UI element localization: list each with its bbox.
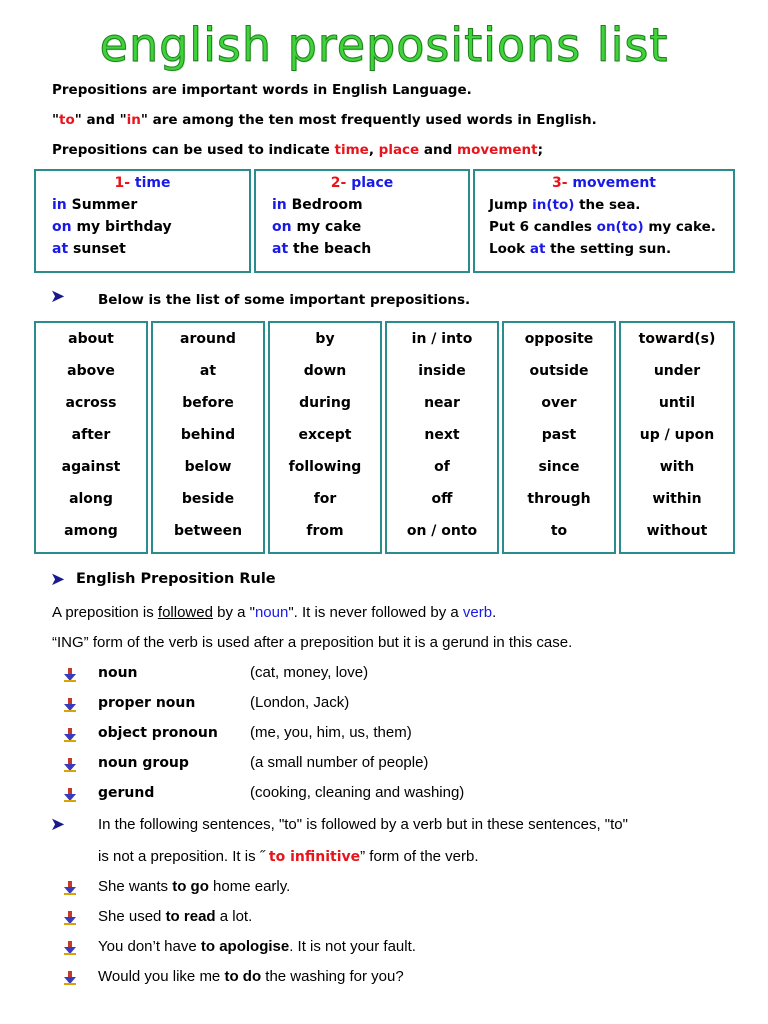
down-arrow-bullet-icon (64, 697, 76, 711)
preposition-item: in / into (411, 331, 473, 347)
rule-line-2: “ING” form of the verb is used after a preposition but it is a gerund in this case. (52, 634, 573, 651)
intro-line-3: Prepositions can be used to indicate time, place and movement; (52, 142, 544, 158)
rule-definition: (me, you, him, us, them) (250, 724, 412, 741)
preposition-item: next (424, 427, 460, 443)
preposition-item: against (61, 459, 121, 475)
category-heading: 2- place (330, 175, 394, 191)
preposition-item: following (288, 459, 362, 475)
preposition-item: outside (529, 363, 589, 379)
rule-definition: (London, Jack) (250, 694, 350, 711)
preposition-item: to (550, 523, 568, 539)
preposition-item: under (653, 363, 701, 379)
preposition-item: beside (181, 491, 235, 507)
preposition-item: below (184, 459, 232, 475)
preposition-item: since (538, 459, 580, 475)
example-row: Put 6 candles on(to) my cake. (489, 219, 716, 235)
rule-line-1: A preposition is followed by a "noun". It is never followed by a verb. (52, 604, 497, 621)
preposition-item: toward(s) (638, 331, 716, 347)
preposition-item: during (299, 395, 351, 411)
example-row: in Summer (52, 197, 138, 213)
preposition-item: over (541, 395, 577, 411)
example-sentence: She used to read a lot. (98, 908, 253, 925)
category-heading: 3- movement (551, 175, 656, 191)
preposition-column (268, 321, 382, 554)
preposition-item: except (298, 427, 352, 443)
preposition-item: before (182, 395, 234, 411)
category-box-place (254, 169, 470, 273)
right-arrow-icon: ➤ (50, 569, 66, 590)
list-intro: Below is the list of some important prepositions. (98, 292, 471, 308)
example-row: Jump in(to) the sea. (489, 197, 641, 213)
preposition-column (619, 321, 735, 554)
example-sentence: She wants to go home early. (98, 878, 291, 895)
page-title: english prepositions list (99, 18, 669, 72)
rule-definition: (a small number of people) (250, 754, 429, 771)
preposition-item: down (303, 363, 347, 379)
preposition-item: about (68, 331, 114, 347)
preposition-item: of (434, 459, 450, 475)
preposition-item: within (652, 491, 702, 507)
preposition-item: off (431, 491, 453, 507)
preposition-item: opposite (524, 331, 594, 347)
preposition-item: through (527, 491, 591, 507)
preposition-item: behind (180, 427, 236, 443)
example-row: on my birthday (52, 219, 172, 235)
preposition-item: along (69, 491, 113, 507)
preposition-column (385, 321, 499, 554)
right-arrow-icon: ➤ (50, 286, 66, 307)
category-box-time (34, 169, 251, 273)
preposition-item: by (315, 331, 335, 347)
preposition-item: without (646, 523, 708, 539)
example-row: on my cake (272, 219, 362, 235)
down-arrow-bullet-icon (64, 970, 76, 984)
rule-definition: (cat, money, love) (250, 664, 369, 681)
example-sentence: You don’t have to apologise. It is not your fault. (98, 938, 416, 955)
preposition-item: for (313, 491, 337, 507)
preposition-column (151, 321, 265, 554)
preposition-item: among (64, 523, 118, 539)
down-arrow-bullet-icon (64, 940, 76, 954)
example-row: at sunset (52, 241, 126, 257)
preposition-item: on / onto (406, 523, 478, 539)
intro-line-1: Prepositions are important words in English Language. (52, 82, 472, 98)
infinitive-line-2: is not a preposition. It is ˝ to infinitive” form of the verb. (98, 848, 479, 865)
down-arrow-bullet-icon (64, 727, 76, 741)
down-arrow-bullet-icon (64, 787, 76, 801)
preposition-item: around (180, 331, 236, 347)
down-arrow-bullet-icon (64, 757, 76, 771)
example-sentence: Would you like me to do the washing for you? (98, 968, 404, 985)
rule-term: gerund (98, 785, 155, 801)
preposition-item: from (306, 523, 344, 539)
preposition-item: past (541, 427, 577, 443)
rule-definition: (cooking, cleaning and washing) (250, 784, 465, 801)
preposition-item: between (173, 523, 243, 539)
example-row: Look at the setting sun. (489, 241, 672, 257)
rule-term: noun (98, 665, 138, 681)
down-arrow-bullet-icon (64, 880, 76, 894)
example-row: in Bedroom (272, 197, 363, 213)
preposition-item: until (658, 395, 696, 411)
preposition-item: above (67, 363, 115, 379)
rule-term: object pronoun (98, 725, 218, 741)
preposition-item: across (65, 395, 117, 411)
down-arrow-bullet-icon (64, 910, 76, 924)
preposition-item: at (199, 363, 217, 379)
example-row: at the beach (272, 241, 372, 257)
down-arrow-bullet-icon (64, 667, 76, 681)
preposition-item: inside (418, 363, 466, 379)
rule-heading: English Preposition Rule (76, 571, 276, 587)
rule-term: noun group (98, 755, 189, 771)
preposition-item: near (424, 395, 460, 411)
infinitive-line-1: In the following sentences, "to" is followed by a verb but in these sentences, "to" (98, 816, 628, 833)
preposition-item: after (71, 427, 111, 443)
preposition-item: up / upon (639, 427, 715, 443)
category-box-movement (473, 169, 735, 273)
right-arrow-icon: ➤ (50, 814, 66, 835)
preposition-column (502, 321, 616, 554)
intro-line-2: "to" and "in" are among the ten most frequently used words in English. (52, 112, 597, 128)
category-heading: 1- time (114, 175, 171, 191)
rule-term: proper noun (98, 695, 196, 711)
preposition-column (34, 321, 148, 554)
preposition-item: with (659, 459, 695, 475)
